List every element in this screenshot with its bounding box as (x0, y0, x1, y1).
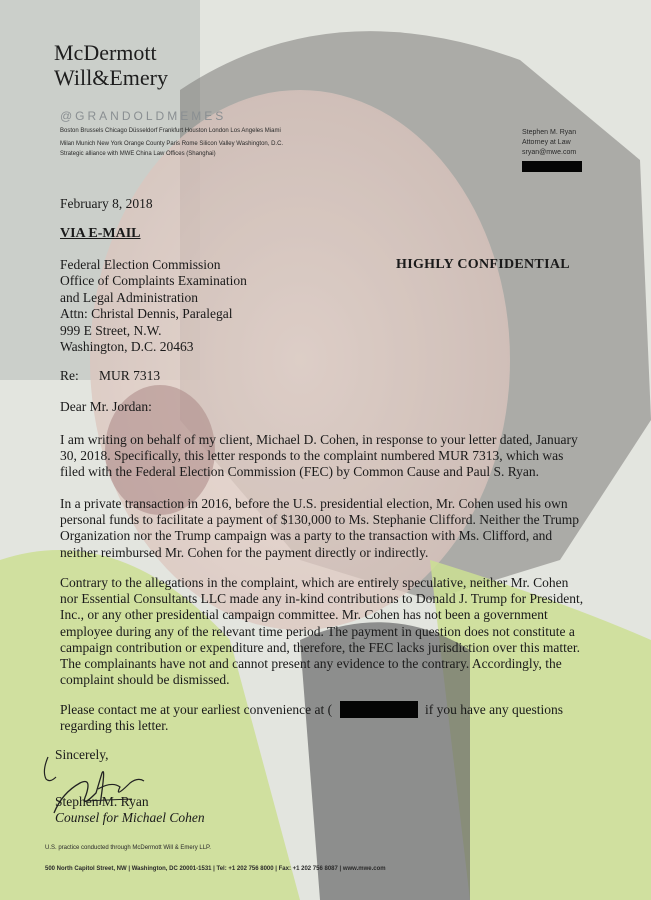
address-line: Federal Election Commission (60, 257, 221, 272)
redaction-box-phone (340, 701, 418, 718)
paragraph-line: In a private transaction in 2016, before the U.S. presidential election, Mr. Cohen used his own (60, 496, 568, 511)
re-label: Re: (60, 368, 79, 383)
address-line: and Legal Administration (60, 289, 198, 305)
paragraph-1 (60, 432, 600, 481)
paragraph-line: complaint should be dismissed. (60, 672, 230, 688)
paragraph-line: neither reimbursed Mr. Cohen for the payment directly or indirectly. (60, 544, 429, 560)
firm-name-line2: Will&Emery (54, 65, 168, 90)
alliance-note: Strategic alliance with MWE China Law Offices (Shanghai) (60, 151, 216, 157)
signer-role: Counsel for Michael Cohen (55, 810, 205, 825)
author-name: Stephen M. Ryan (522, 129, 577, 136)
address-line: 999 E Street, N.W. (60, 322, 162, 338)
author-block (522, 128, 576, 158)
office-list (60, 125, 370, 151)
watermark: @GRANDOLDMEMES (60, 109, 227, 123)
office-list-line1: Boston Brussels Chicago Düsseldorf Frankfurt Houston London Los Angeles Miami (60, 128, 281, 134)
paragraph-line: Contrary to the allegations in the complaint, which are entirely speculative, neither Mr. Cohen (60, 575, 569, 590)
paragraph-line: personal funds to facilitate a payment of $130,000 to Ms. Stephanie Clifford. Neither the Trump (60, 512, 580, 528)
redaction-box-header (522, 161, 582, 172)
closing-line-1-start: Please contact me at your earliest convenience at ( (60, 702, 333, 717)
address-line: Washington, D.C. 20463 (60, 339, 194, 355)
paragraph-line: The complainants have not and cannot present any evidence to the contrary. Accordingly, the (60, 656, 562, 672)
closing-line-2: regarding this letter. (60, 718, 169, 733)
author-email: sryan@mwe.com (522, 149, 577, 156)
paragraph-2 (60, 496, 600, 561)
firm-name-line1: McDermott (54, 40, 157, 65)
paragraph-line: 30, 2018. Specifically, this letter responds to the complaint numbered MUR 7313, which was (60, 448, 564, 464)
paragraph-line: nor Essential Consultants LLC made any in-kind contributions to Donald J. Trump for President, (60, 591, 584, 607)
paragraph-line: I am writing on behalf of my client, Michael D. Cohen, in response to your letter dated, January (60, 432, 578, 447)
delivery-method: VIA E-MAIL (60, 226, 141, 241)
paragraph-3 (60, 575, 600, 688)
paragraph-line: employee during any of the relevant time period. The payment in question does not constitute a (60, 623, 575, 639)
recipient-address (60, 257, 600, 355)
confidential-label: HIGHLY CONFIDENTIAL (396, 257, 570, 272)
footer-address: 500 North Capitol Street, NW | Washington, DC 20001-1531 | Tel: +1 202 756 8000 | Fax: +1 202 756 8087 | www.mwe.com (45, 866, 386, 872)
closing-line-1-end: if you have any questions (425, 702, 563, 717)
address-line: Office of Complaints Examination (60, 273, 247, 289)
signoff: Sincerely, (55, 747, 109, 762)
address-line: Attn: Christal Dennis, Paralegal (60, 306, 233, 322)
author-title: Attorney at Law (522, 139, 571, 146)
footer-practice-note: U.S. practice conducted through McDermott Will & Emery LLP. (45, 845, 211, 851)
office-list-line2: Milan Munich New York Orange County Paris Rome Silicon Valley Washington, D.C. (60, 141, 284, 147)
letter-date: February 8, 2018 (60, 196, 153, 211)
signer-name: Stephen M. Ryan (55, 794, 149, 809)
paragraph-line: Organization nor the Trump campaign was a party to the transaction with Ms. Clifford, and (60, 528, 553, 544)
re-value: MUR 7313 (99, 368, 161, 383)
paragraph-line: Inc., or any other presidential campaign committee. Mr. Cohen has not been a government (60, 607, 548, 623)
salutation: Dear Mr. Jordan: (60, 399, 152, 414)
paragraph-line: filed with the Federal Election Commission (FEC) by Common Cause and Paul S. Ryan. (60, 464, 540, 480)
paragraph-line: campaign contribution or expenditure and, therefore, the FEC lacks jurisdiction over this matter. (60, 639, 580, 655)
